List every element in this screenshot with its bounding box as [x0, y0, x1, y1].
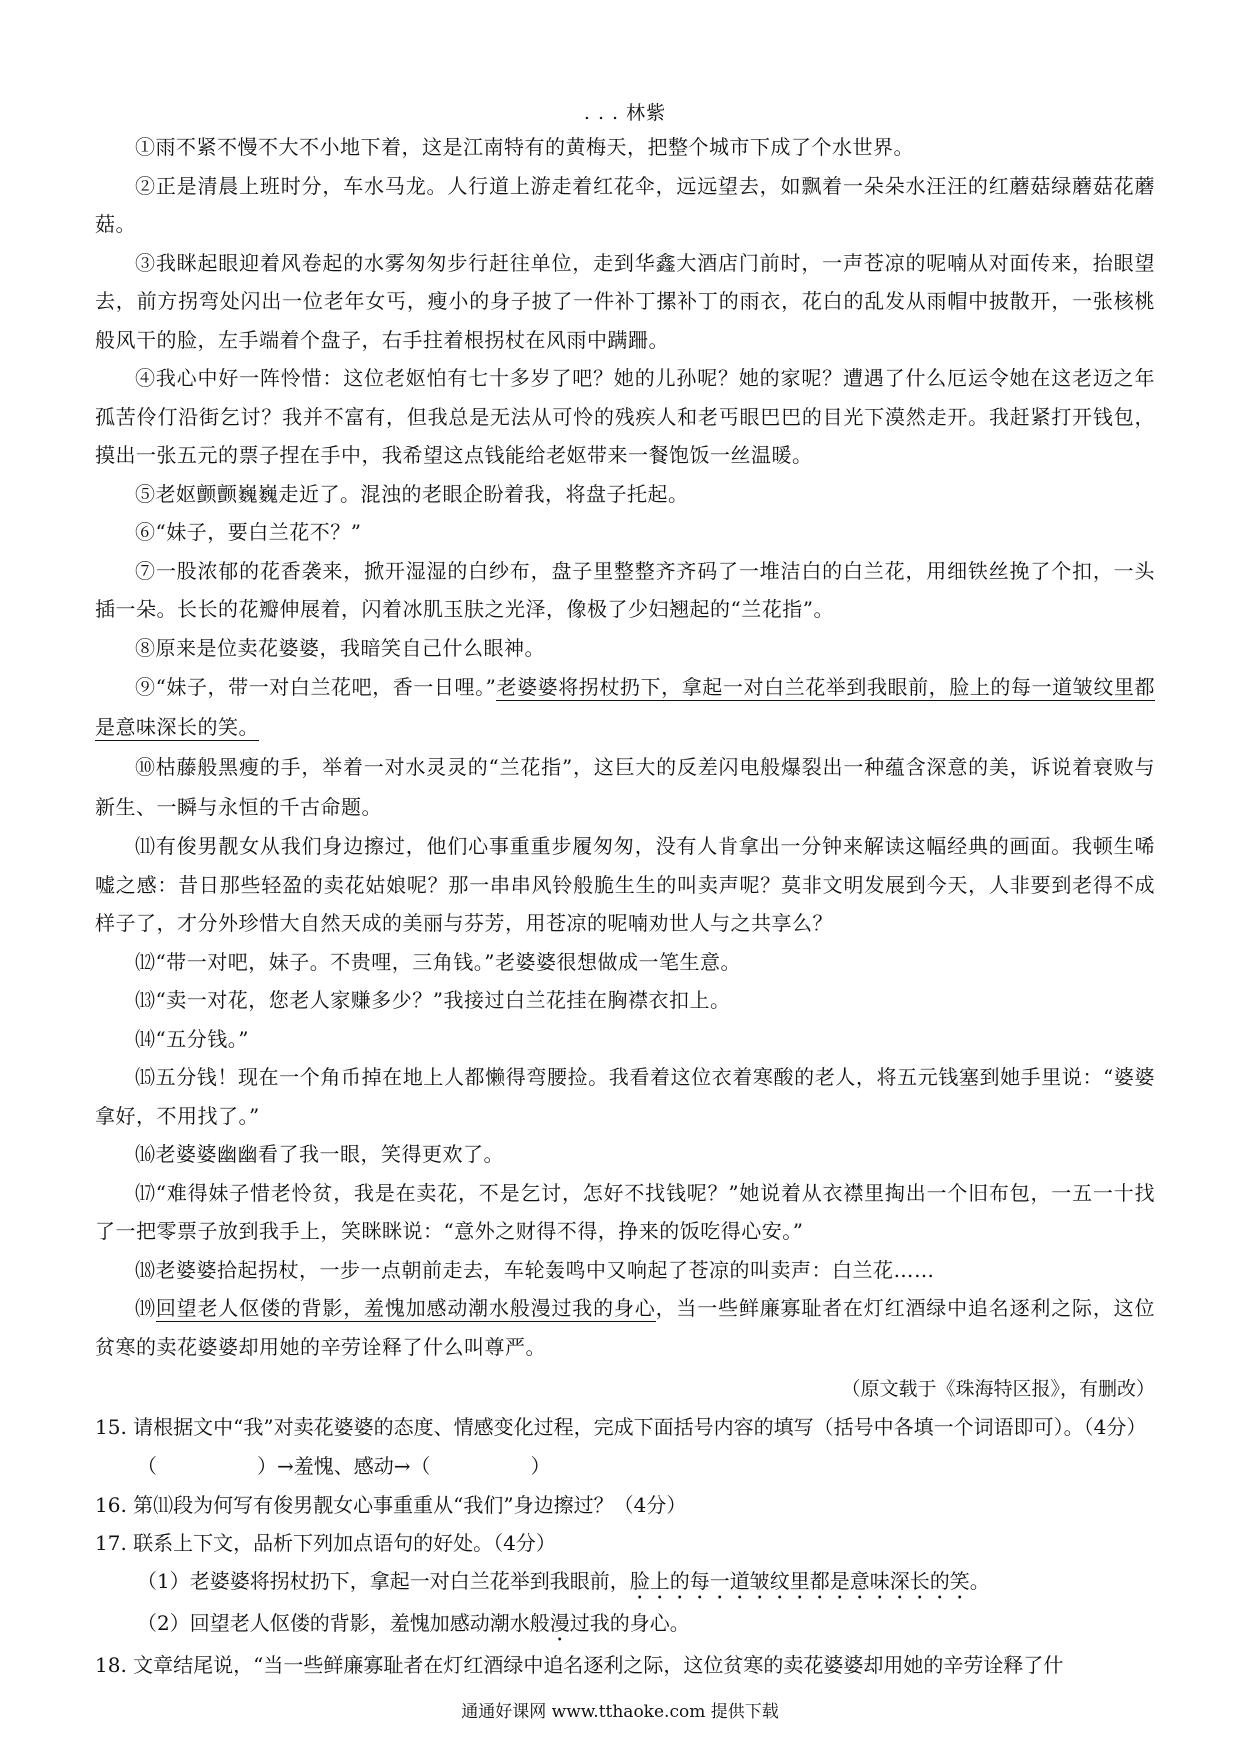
paragraph-8: ⑧原来是位卖花婆婆，我暗笑自己什么眼神。 — [135, 635, 545, 660]
question-18: 18. 文章结尾说，“当一些鲜廉寡耻者在灯红酒绿中追名逐利之际，这位贫寒的卖花婆婆却用她的辛劳诠释了什 — [95, 1653, 1064, 1677]
paragraph-9-underlined: 老婆婆将拐杖扔下，拿起一对白兰花举到我眼前，脸上的每一道皱纹里都是意味深长的笑。 — [95, 675, 1155, 739]
paragraph-17: ⒄“难得妹子惜老怜贫，我是在卖花，不是乞讨，怎好不找钱呢？”她说着从衣襟里掏出一个旧布包，一五一十找了一把零票子放到我手上，笑眯眯说：“意外之财得不得，挣来的饭吃得心安。” — [95, 1180, 1155, 1243]
question-17-item-2 — [95, 1604, 1155, 1646]
question-17-item-1-end: 。 — [969, 1569, 990, 1593]
paragraph-3: ③我眯起眼迎着风卷起的水雾匆匆步行赶往单位，走到华鑫大酒店门前时，一声苍凉的呢喃从对面传来，抬眼望去，前方拐弯处闪出一位老年女丐，瘦小的身子披了一件补丁摞补丁的雨衣，花白的乱发从雨帽中披散开，一张核桃般风干的脸，左手端着个盘子，右手拄着根拐杖在风雨中蹒跚。 — [95, 250, 1155, 352]
paragraph-11: ⑾有俊男靓女从我们身边擦过，他们心事重重步履匆匆，没有人肯拿出一分钟来解读这幅经典的画面。我顿生唏嘘之感：昔日那些轻盈的卖花姑娘呢？那一串串风铃般脆生生的叫卖声呢？莫非文明发展到今天，人非要到老得不成样子了，才分外珍惜大自然天成的美丽与芬芳，用苍凉的呢喃劝世人与之共享么？ — [95, 834, 1155, 935]
paragraph-18: ⒅老婆婆拾起拐杖，一步一点朝前走去，车轮轰鸣中又响起了苍凉的叫卖声：白兰花…… — [135, 1257, 935, 1282]
paragraph-19 — [95, 1289, 1155, 1366]
paragraph-13: ⒀“卖一对花，您老人家赚多少？”我接过白兰花挂在胸襟衣扣上。 — [135, 988, 731, 1012]
question-17-item-2-lead: （2）回望老人伛偻的背影，羞愧加感动潮水般 — [137, 1611, 550, 1635]
question-15: 15. 请根据文中“我”对卖花婆婆的态度、情感变化过程，完成下面括号内容的填写（括号中各填一个词语即可）。（4分） — [95, 1415, 1147, 1439]
footer-download-note: 通通好课网 www.tthaoke.com 提供下载 — [461, 1702, 779, 1722]
paragraph-6: ⑥“妹子，要白兰花不？” — [135, 520, 362, 544]
question-17-item-1-lead: （1）老婆婆将拐杖扔下，拿起一对白兰花举到我眼前， — [137, 1569, 630, 1593]
paragraph-1: ①雨不紧不慢不大不小地下着，这是江南特有的黄梅天，把整个城市下成了个水世界。 — [135, 135, 914, 159]
paragraph-19-number: ⒆ — [135, 1296, 156, 1320]
paragraph-19-underlined: 回望老人伛偻的背影，羞愧加感动潮水般漫过我的身心 — [155, 1296, 656, 1320]
paragraph-9 — [95, 667, 1155, 747]
paragraph-2: ②正是清晨上班时分，车水马龙。人行道上游走着红花伞，远远望去，如飘着一朵朵水汪汪的红蘑菇绿蘑菇花蘑菇。 — [95, 173, 1155, 236]
paragraph-14: ⒁“五分钱。” — [135, 1026, 249, 1051]
paragraph-10: ⑩枯藤般黑瘦的手，举着一对水灵灵的“兰花指”，这巨大的反差闪电般爆裂出一种蕴含深意的美，诉说着衰败与新生、一瞬与永恒的千古命题。 — [95, 755, 1155, 819]
paragraph-12: ⑿“带一对吧，妹子。不贵哩，三角钱。”老婆婆很想做成一笔生意。 — [135, 949, 741, 974]
paragraph-16: ⒃老婆婆幽幽看了我一眼，笑得更欢了。 — [135, 1142, 504, 1166]
question-17-item-2-dotted: 漫 — [549, 1611, 570, 1635]
question-16: 16. 第⑾段为何写有俊男靓女心事重重从“我们”身边擦过？（4分） — [95, 1493, 687, 1517]
document-page — [95, 98, 1155, 1684]
author-title: . . . 林紫 — [583, 102, 667, 124]
question-17-item-1 — [95, 1562, 1155, 1604]
source-note: （原文载于《珠海特区报》，有删改） — [841, 1378, 1155, 1400]
question-17-item-1-dotted: 脸上的每一道皱纹里都是意味深长的笑 — [629, 1569, 970, 1593]
paragraph-19-rest: ，当一些鲜廉寡耻者在灯红酒绿中追名逐利之际，这位贫寒的卖花婆婆却用她的辛劳诠释了什么叫尊严。 — [95, 1296, 1156, 1359]
paragraph-15: ⒂五分钱！现在一个角币掉在地上人都懒得弯腰捡。我看着这位衣着寒酸的老人，将五元钱塞到她手里说：“婆婆拿好，不用找了。” — [95, 1065, 1155, 1128]
question-17: 17. 联系上下文，品析下列加点语句的好处。（4分） — [95, 1531, 556, 1555]
paragraph-9-dialogue: ⑨“妹子，带一对白兰花吧，香一日哩。” — [135, 675, 497, 699]
question-15-blanks[interactable]: （ ）→羞愧、感动→（ ） — [137, 1454, 551, 1478]
paragraph-7: ⑦一股浓郁的花香袭来，掀开湿湿的白纱布，盘子里整整齐齐码了一堆洁白的白兰花，用细铁丝挽了个扣，一头插一朵。长长的花瓣伸展着，闪着冰肌玉肤之光泽，像极了少妇翘起的“兰花指”。 — [95, 558, 1155, 621]
paragraph-4: ④我心中好一阵怜惜：这位老妪怕有七十多岁了吧？她的儿孙呢？她的家呢？遭遇了什么厄运令她在这老迈之年孤苦伶仃沿街乞讨？我并不富有，但我总是无法从可怜的残疾人和老丐眼巴巴的目光下漠然走开。我赶紧打开钱包，摸出一张五元的票子捏在手中，我希望这点钱能给老妪带来一餐饱饭一丝温暖。 — [95, 366, 1155, 467]
paragraph-5: ⑤老妪颤颤巍巍走近了。混浊的老眼企盼着我，将盘子托起。 — [135, 481, 689, 506]
question-17-item-2-end: 过我的身心。 — [569, 1611, 690, 1635]
